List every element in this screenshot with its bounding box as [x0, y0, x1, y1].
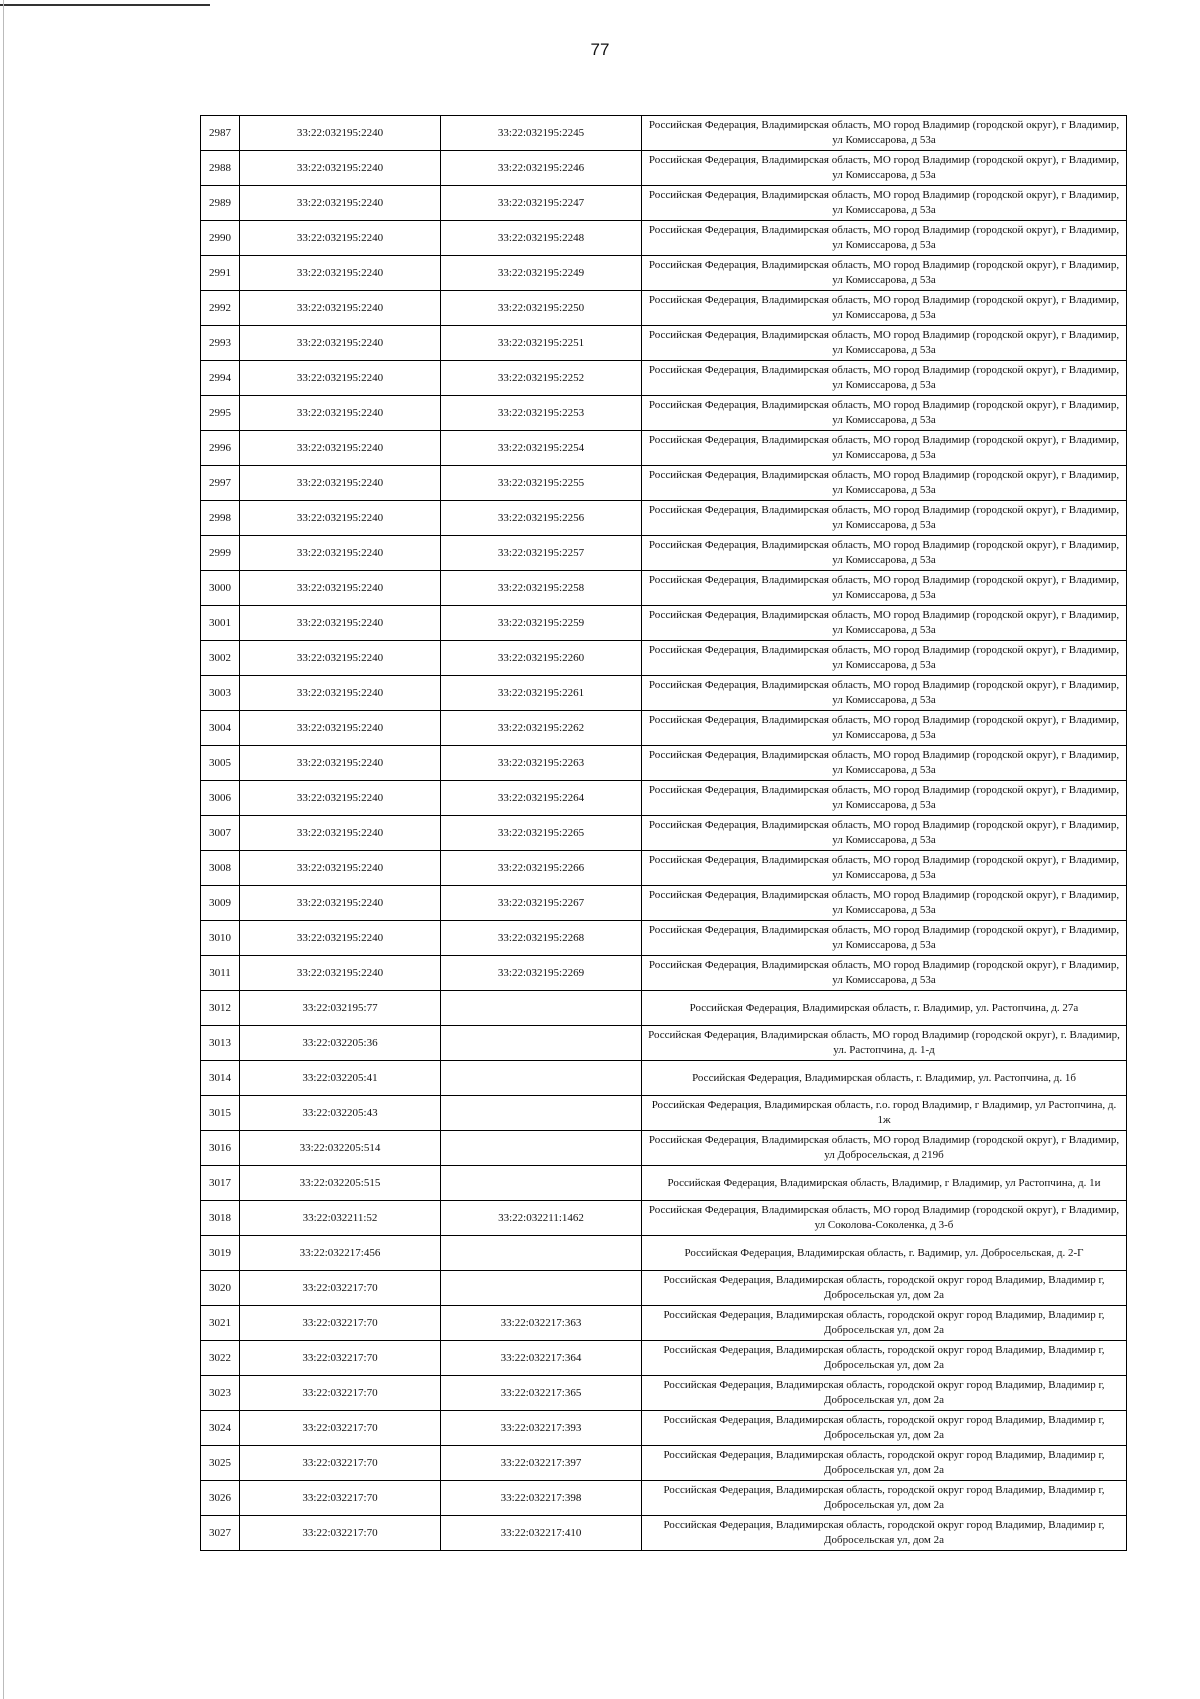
sub-cadastral-number [441, 1026, 642, 1061]
cadastral-number: 33:22:032195:2240 [240, 571, 441, 606]
row-number: 3009 [201, 886, 240, 921]
sub-cadastral-number: 33:22:032195:2257 [441, 536, 642, 571]
row-number: 3014 [201, 1061, 240, 1096]
address-text: Российская Федерация, Владимирская область, г. Вадимир, ул. Добросельская, д. 2-Г [684, 1246, 1084, 1259]
table-row [201, 1446, 1127, 1481]
row-number: 3020 [201, 1271, 240, 1306]
table-row [201, 1306, 1127, 1341]
sub-cadastral-number: 33:22:032195:2265 [441, 816, 642, 851]
row-number: 3008 [201, 851, 240, 886]
sub-cadastral-number: 33:22:032195:2268 [441, 921, 642, 956]
address-cell [642, 361, 1127, 396]
row-number: 3011 [201, 956, 240, 991]
address-text: Российская Федерация, Владимирская область, г. Владимир, ул. Растопчина, д. 1б [692, 1071, 1076, 1084]
table-row [201, 921, 1127, 956]
cadastral-number: 33:22:032205:514 [240, 1131, 441, 1166]
address-cell [642, 431, 1127, 466]
sub-cadastral-number: 33:22:032195:2256 [441, 501, 642, 536]
row-number: 3024 [201, 1411, 240, 1446]
address-cell [642, 1026, 1127, 1061]
table-row [201, 361, 1127, 396]
sub-cadastral-number [441, 1271, 642, 1306]
cadastral-number: 33:22:032217:70 [240, 1446, 441, 1481]
sub-cadastral-number: 33:22:032195:2246 [441, 151, 642, 186]
cadastral-number: 33:22:032195:2240 [240, 921, 441, 956]
row-number: 3025 [201, 1446, 240, 1481]
address-text: Российская Федерация, Владимирская область, Владимир, г Владимир, ул Растопчина, д. 1и [667, 1176, 1101, 1189]
address-text: Российская Федерация, Владимирская область, МО город Владимир (городской округ), г Владимир, ул Комиссарова, д 53а [648, 504, 1120, 531]
address-text: Российская Федерация, Владимирская область, МО город Владимир (городской округ), г Владимир, ул Комиссарова, д 53а [648, 364, 1120, 391]
cadastral-number: 33:22:032195:2240 [240, 886, 441, 921]
cadastral-number: 33:22:032195:2240 [240, 816, 441, 851]
sub-cadastral-number: 33:22:032195:2248 [441, 221, 642, 256]
table-row [201, 711, 1127, 746]
row-number: 3015 [201, 1096, 240, 1131]
row-number: 3027 [201, 1516, 240, 1551]
cadastral-number: 33:22:032195:2240 [240, 466, 441, 501]
address-text: Российская Федерация, Владимирская область, городской округ город Владимир, Владимир г, Добросельская ул, дом 2а [663, 1309, 1105, 1336]
row-number: 2991 [201, 256, 240, 291]
table-row [201, 1376, 1127, 1411]
row-number: 3000 [201, 571, 240, 606]
sub-cadastral-number: 33:22:032195:2264 [441, 781, 642, 816]
cadastral-number: 33:22:032195:2240 [240, 606, 441, 641]
address-cell [642, 1516, 1127, 1551]
table-row [201, 851, 1127, 886]
address-text: Российская Федерация, Владимирская область, городской округ город Владимир, Владимир г, Добросельская ул, дом 2а [663, 1519, 1105, 1546]
cadastral-number: 33:22:032205:36 [240, 1026, 441, 1061]
table-row [201, 1236, 1127, 1271]
address-cell [642, 851, 1127, 886]
cadastral-number: 33:22:032195:2240 [240, 851, 441, 886]
table-row [201, 1061, 1127, 1096]
address-text: Российская Федерация, Владимирская область, МО город Владимир (городской округ), г Владимир, ул Комиссарова, д 53а [648, 819, 1120, 846]
row-number: 3018 [201, 1201, 240, 1236]
address-cell [642, 1166, 1127, 1201]
table-row [201, 816, 1127, 851]
table-row [201, 1131, 1127, 1166]
address-cell [642, 711, 1127, 746]
registry-table-body [201, 116, 1127, 1551]
address-text: Российская Федерация, Владимирская область, МО город Владимир (городской округ), г Владимир, ул Комиссарова, д 53а [648, 889, 1120, 916]
table-row [201, 1341, 1127, 1376]
sub-cadastral-number: 33:22:032195:2269 [441, 956, 642, 991]
cadastral-number: 33:22:032205:41 [240, 1061, 441, 1096]
row-number: 2997 [201, 466, 240, 501]
sub-cadastral-number: 33:22:032217:397 [441, 1446, 642, 1481]
sub-cadastral-number: 33:22:032217:364 [441, 1341, 642, 1376]
table-row [201, 886, 1127, 921]
address-text: Российская Федерация, Владимирская область, МО город Владимир (городской округ), г Владимир, ул Комиссарова, д 53а [648, 574, 1120, 601]
address-cell [642, 781, 1127, 816]
sub-cadastral-number [441, 991, 642, 1026]
address-text: Российская Федерация, Владимирская область, городской округ город Владимир, Владимир г, Добросельская ул, дом 2а [663, 1344, 1105, 1371]
address-cell [642, 1376, 1127, 1411]
sub-cadastral-number: 33:22:032195:2249 [441, 256, 642, 291]
row-number: 3026 [201, 1481, 240, 1516]
address-cell [642, 956, 1127, 991]
address-text: Российская Федерация, Владимирская область, МО город Владимир (городской округ), г Владимир, ул Комиссарова, д 53а [648, 539, 1120, 566]
address-text: Российская Федерация, Владимирская область, МО город Владимир (городской округ), г Владимир, ул Комиссарова, д 53а [648, 679, 1120, 706]
address-cell [642, 326, 1127, 361]
cadastral-number: 33:22:032217:70 [240, 1341, 441, 1376]
table-row [201, 326, 1127, 361]
row-number: 2998 [201, 501, 240, 536]
table-row [201, 431, 1127, 466]
table-row [201, 641, 1127, 676]
row-number: 3021 [201, 1306, 240, 1341]
sub-cadastral-number [441, 1061, 642, 1096]
row-number: 2988 [201, 151, 240, 186]
cadastral-number: 33:22:032195:2240 [240, 781, 441, 816]
cadastral-number: 33:22:032195:2240 [240, 291, 441, 326]
cadastral-number: 33:22:032217:70 [240, 1411, 441, 1446]
cadastral-number: 33:22:032217:456 [240, 1236, 441, 1271]
cadastral-number: 33:22:032195:2240 [240, 536, 441, 571]
address-text: Российская Федерация, Владимирская область, г.о. город Владимир, г Владимир, ул Растопчина, д. 1ж [651, 1099, 1117, 1126]
address-cell [642, 886, 1127, 921]
cadastral-number: 33:22:032195:2240 [240, 221, 441, 256]
address-cell [642, 921, 1127, 956]
address-cell [642, 1411, 1127, 1446]
sub-cadastral-number [441, 1131, 642, 1166]
cadastral-number: 33:22:032217:70 [240, 1516, 441, 1551]
sub-cadastral-number: 33:22:032195:2252 [441, 361, 642, 396]
row-number: 3023 [201, 1376, 240, 1411]
cadastral-number: 33:22:032217:70 [240, 1376, 441, 1411]
row-number: 2987 [201, 116, 240, 151]
row-number: 3001 [201, 606, 240, 641]
cadastral-number: 33:22:032195:2240 [240, 256, 441, 291]
scan-artifact-edge [3, 0, 4, 1699]
table-row [201, 1026, 1127, 1061]
table-row [201, 1166, 1127, 1201]
sub-cadastral-number: 33:22:032195:2251 [441, 326, 642, 361]
table-row [201, 221, 1127, 256]
cadastral-number: 33:22:032195:2240 [240, 641, 441, 676]
row-number: 3003 [201, 676, 240, 711]
cadastral-number: 33:22:032217:70 [240, 1271, 441, 1306]
table-row [201, 256, 1127, 291]
address-text: Российская Федерация, Владимирская область, МО город Владимир (городской округ), г Владимир, ул Комиссарова, д 53а [648, 399, 1120, 426]
address-text: Российская Федерация, Владимирская область, МО город Владимир (городской округ), г Владимир, ул Комиссарова, д 53а [648, 854, 1120, 881]
address-text: Российская Федерация, Владимирская область, МО город Владимир (городской округ), г Владимир, ул Соколова-Соколенка, д 3-б [648, 1204, 1120, 1231]
row-number: 3005 [201, 746, 240, 781]
row-number: 3019 [201, 1236, 240, 1271]
sub-cadastral-number: 33:22:032211:1462 [441, 1201, 642, 1236]
table-row [201, 956, 1127, 991]
row-number: 3002 [201, 641, 240, 676]
cadastral-number: 33:22:032195:2240 [240, 361, 441, 396]
address-text: Российская Федерация, Владимирская область, МО город Владимир (городской округ), г Владимир, ул Комиссарова, д 53а [648, 714, 1120, 741]
address-text: Российская Федерация, Владимирская область, МО город Владимир (городской округ), г Владимир, ул Комиссарова, д 53а [648, 294, 1120, 321]
row-number: 2994 [201, 361, 240, 396]
cadastral-number: 33:22:032195:2240 [240, 746, 441, 781]
cadastral-number: 33:22:032217:70 [240, 1481, 441, 1516]
table-row [201, 466, 1127, 501]
cadastral-number: 33:22:032195:2240 [240, 396, 441, 431]
cadastral-number: 33:22:032205:515 [240, 1166, 441, 1201]
cadastral-number: 33:22:032195:2240 [240, 326, 441, 361]
row-number: 3012 [201, 991, 240, 1026]
cadastral-number: 33:22:032195:2240 [240, 186, 441, 221]
row-number: 2992 [201, 291, 240, 326]
table-row [201, 396, 1127, 431]
address-cell [642, 1446, 1127, 1481]
row-number: 3022 [201, 1341, 240, 1376]
row-number: 2993 [201, 326, 240, 361]
sub-cadastral-number: 33:22:032195:2261 [441, 676, 642, 711]
page-number: 77 [590, 40, 610, 59]
table-row [201, 151, 1127, 186]
address-cell [642, 606, 1127, 641]
address-text: Российская Федерация, Владимирская область, МО город Владимир (городской округ), г Владимир, ул Комиссарова, д 53а [648, 434, 1120, 461]
scan-artifact-line [0, 4, 210, 6]
table-row [201, 1096, 1127, 1131]
address-cell [642, 221, 1127, 256]
row-number: 3016 [201, 1131, 240, 1166]
sub-cadastral-number: 33:22:032217:410 [441, 1516, 642, 1551]
address-text: Российская Федерация, Владимирская область, МО город Владимир (городской округ), г Владимир, ул Комиссарова, д 53а [648, 224, 1120, 251]
table-row [201, 781, 1127, 816]
sub-cadastral-number: 33:22:032217:365 [441, 1376, 642, 1411]
row-number: 3006 [201, 781, 240, 816]
cadastral-number: 33:22:032195:2240 [240, 431, 441, 466]
address-cell [642, 466, 1127, 501]
address-cell [642, 1061, 1127, 1096]
address-cell [642, 816, 1127, 851]
address-cell [642, 396, 1127, 431]
address-cell [642, 1271, 1127, 1306]
cadastral-number: 33:22:032195:2240 [240, 711, 441, 746]
row-number: 3010 [201, 921, 240, 956]
sub-cadastral-number: 33:22:032195:2259 [441, 606, 642, 641]
address-text: Российская Федерация, Владимирская область, МО город Владимир (городской округ), г Владимир, ул Комиссарова, д 53а [648, 609, 1120, 636]
address-text: Российская Федерация, Владимирская область, МО город Владимир (городской округ), г Владимир, ул Комиссарова, д 53а [648, 959, 1120, 986]
sub-cadastral-number [441, 1096, 642, 1131]
sub-cadastral-number: 33:22:032195:2263 [441, 746, 642, 781]
row-number: 3013 [201, 1026, 240, 1061]
address-cell [642, 1306, 1127, 1341]
table-row [201, 291, 1127, 326]
address-text: Российская Федерация, Владимирская область, МО город Владимир (городской округ), г Владимир, ул Комиссарова, д 53а [648, 154, 1120, 181]
row-number: 2999 [201, 536, 240, 571]
sub-cadastral-number: 33:22:032195:2262 [441, 711, 642, 746]
cadastral-number: 33:22:032195:2240 [240, 956, 441, 991]
sub-cadastral-number: 33:22:032195:2245 [441, 116, 642, 151]
sub-cadastral-number: 33:22:032217:363 [441, 1306, 642, 1341]
table-row [201, 606, 1127, 641]
sub-cadastral-number [441, 1236, 642, 1271]
cadastral-number: 33:22:032205:43 [240, 1096, 441, 1131]
table-row [201, 676, 1127, 711]
sub-cadastral-number: 33:22:032195:2253 [441, 396, 642, 431]
address-cell [642, 116, 1127, 151]
address-cell [642, 641, 1127, 676]
address-cell [642, 991, 1127, 1026]
table-row [201, 571, 1127, 606]
sub-cadastral-number: 33:22:032195:2266 [441, 851, 642, 886]
address-cell [642, 501, 1127, 536]
cadastral-number: 33:22:032195:2240 [240, 116, 441, 151]
address-text: Российская Федерация, Владимирская область, МО город Владимир (городской округ), г Владимир, ул Комиссарова, д 53а [648, 469, 1120, 496]
address-cell [642, 1096, 1127, 1131]
sub-cadastral-number: 33:22:032195:2260 [441, 641, 642, 676]
cadastral-number: 33:22:032217:70 [240, 1306, 441, 1341]
table-row [201, 1481, 1127, 1516]
address-text: Российская Федерация, Владимирская область, МО город Владимир (городской округ), г Владимир, ул Комиссарова, д 53а [648, 749, 1120, 776]
address-cell [642, 746, 1127, 781]
address-text: Российская Федерация, Владимирская область, городской округ город Владимир, Владимир г, Добросельская ул, дом 2а [663, 1274, 1105, 1301]
sub-cadastral-number: 33:22:032195:2258 [441, 571, 642, 606]
sub-cadastral-number: 33:22:032195:2255 [441, 466, 642, 501]
cadastral-number: 33:22:032195:2240 [240, 151, 441, 186]
table-row [201, 116, 1127, 151]
address-cell [642, 1236, 1127, 1271]
address-cell [642, 1481, 1127, 1516]
row-number: 3004 [201, 711, 240, 746]
address-text: Российская Федерация, Владимирская область, МО город Владимир (городской округ), г Владимир, ул Комиссарова, д 53а [648, 189, 1120, 216]
sub-cadastral-number: 33:22:032217:393 [441, 1411, 642, 1446]
table-row [201, 1411, 1127, 1446]
row-number: 2995 [201, 396, 240, 431]
row-number: 2996 [201, 431, 240, 466]
sub-cadastral-number: 33:22:032195:2247 [441, 186, 642, 221]
address-text: Российская Федерация, Владимирская область, городской округ город Владимир, Владимир г, Добросельская ул, дом 2а [663, 1449, 1105, 1476]
cadastral-number: 33:22:032195:77 [240, 991, 441, 1026]
table-row [201, 536, 1127, 571]
cadastral-number: 33:22:032195:2240 [240, 676, 441, 711]
address-cell [642, 186, 1127, 221]
address-cell [642, 291, 1127, 326]
address-text: Российская Федерация, Владимирская область, городской округ город Владимир, Владимир г, Добросельская ул, дом 2а [663, 1379, 1105, 1406]
address-text: Российская Федерация, Владимирская область, МО город Владимир (городской округ), г. Владимир, ул. Растопчина, д. 1-д [648, 1029, 1120, 1056]
sub-cadastral-number: 33:22:032195:2267 [441, 886, 642, 921]
address-text: Российская Федерация, Владимирская область, МО город Владимир (городской округ), г Владимир, ул Комиссарова, д 53а [648, 784, 1120, 811]
address-text: Российская Федерация, Владимирская область, МО город Владимир (городской округ), г Владимир, ул Комиссарова, д 53а [648, 644, 1120, 671]
sub-cadastral-number [441, 1166, 642, 1201]
address-cell [642, 151, 1127, 186]
cadastral-number: 33:22:032195:2240 [240, 501, 441, 536]
table-row [201, 1516, 1127, 1551]
row-number: 3017 [201, 1166, 240, 1201]
address-cell [642, 536, 1127, 571]
cadastral-number: 33:22:032211:52 [240, 1201, 441, 1236]
address-text: Российская Федерация, Владимирская область, МО город Владимир (городской округ), г Владимир, ул Комиссарова, д 53а [648, 119, 1120, 146]
address-text: Российская Федерация, Владимирская область, г. Владимир, ул. Растопчина, д. 27а [689, 1001, 1079, 1014]
address-text: Российская Федерация, Владимирская область, МО город Владимир (городской округ), г Владимир, ул Добросельская, д 219б [648, 1134, 1120, 1161]
address-cell [642, 1201, 1127, 1236]
sub-cadastral-number: 33:22:032195:2250 [441, 291, 642, 326]
address-cell [642, 1131, 1127, 1166]
address-cell [642, 1341, 1127, 1376]
address-cell [642, 571, 1127, 606]
address-text: Российская Федерация, Владимирская область, городской округ город Владимир, Владимир г, Добросельская ул, дом 2а [663, 1414, 1105, 1441]
address-text: Российская Федерация, Владимирская область, МО город Владимир (городской округ), г Владимир, ул Комиссарова, д 53а [648, 924, 1120, 951]
registry-table [200, 115, 1127, 1551]
row-number: 2990 [201, 221, 240, 256]
row-number: 3007 [201, 816, 240, 851]
address-cell [642, 676, 1127, 711]
table-row [201, 1271, 1127, 1306]
table-row [201, 501, 1127, 536]
table-row [201, 186, 1127, 221]
table-row [201, 991, 1127, 1026]
address-text: Российская Федерация, Владимирская область, МО город Владимир (городской округ), г Владимир, ул Комиссарова, д 53а [648, 329, 1120, 356]
address-text: Российская Федерация, Владимирская область, МО город Владимир (городской округ), г Владимир, ул Комиссарова, д 53а [648, 259, 1120, 286]
address-text: Российская Федерация, Владимирская область, городской округ город Владимир, Владимир г, Добросельская ул, дом 2а [663, 1484, 1105, 1511]
sub-cadastral-number: 33:22:032195:2254 [441, 431, 642, 466]
table-row [201, 1201, 1127, 1236]
sub-cadastral-number: 33:22:032217:398 [441, 1481, 642, 1516]
row-number: 2989 [201, 186, 240, 221]
address-cell [642, 256, 1127, 291]
table-row [201, 746, 1127, 781]
